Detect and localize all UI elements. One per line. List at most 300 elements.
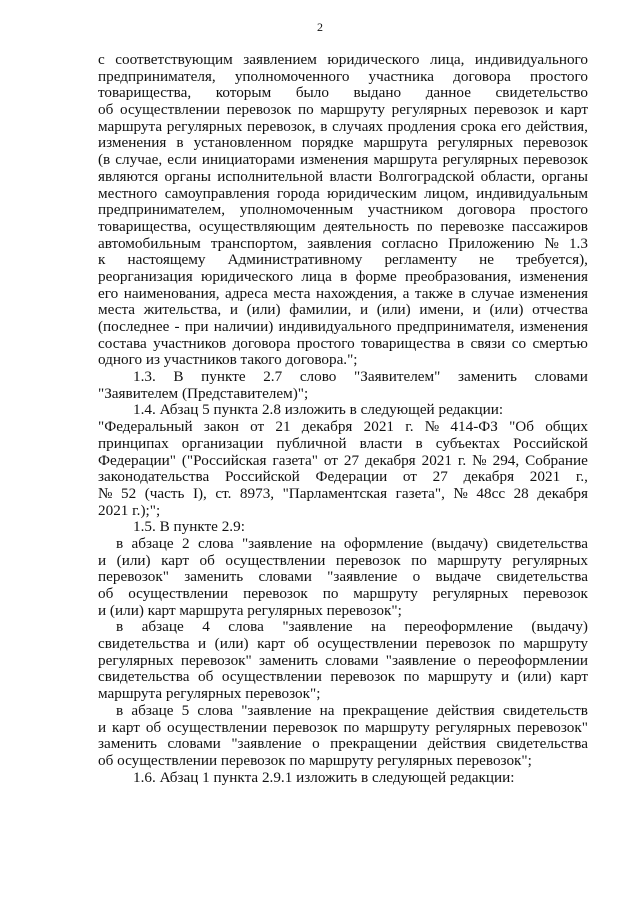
text-line	[98, 169, 588, 186]
word: перевозок	[272, 718, 338, 736]
word: 21	[275, 418, 291, 436]
text-line	[98, 653, 588, 670]
word: случае	[471, 284, 515, 302]
word: состава	[98, 334, 147, 352]
word: если	[167, 151, 197, 169]
word: маршруту	[353, 585, 418, 602]
text-line	[98, 85, 588, 102]
word: наличии)	[213, 318, 274, 335]
word: лица,	[430, 51, 465, 68]
word: изменения	[519, 318, 588, 335]
word: изменения	[519, 284, 588, 302]
word: договора	[453, 67, 511, 85]
word: маршруту	[365, 718, 430, 736]
word: субъектах	[435, 434, 500, 452]
word: со	[511, 334, 527, 352]
word: на	[371, 618, 386, 636]
text-line: 1.4. Абзац 5 пункта 2.8 изложить в следующей редакции:	[133, 401, 504, 419]
text-line	[98, 636, 588, 653]
text-line: маршрута регулярных перевозок";	[98, 685, 321, 703]
word: перевозок	[473, 101, 539, 119]
word: прекращение	[342, 701, 429, 719]
word: в	[458, 284, 466, 302]
word: действия,	[525, 117, 588, 135]
word: декабря	[537, 484, 588, 502]
text-line: 2021 г.);";	[98, 501, 161, 519]
word: уполномоченным	[239, 201, 354, 219]
word: на	[319, 701, 335, 719]
word: и	[98, 551, 107, 569]
word: и	[359, 301, 369, 319]
text-line	[98, 736, 588, 753]
word: "заявление	[282, 618, 353, 636]
word: заявлением	[243, 51, 317, 68]
word: простого	[530, 201, 588, 219]
word: 8973,	[239, 484, 275, 502]
word: абзаце	[131, 701, 174, 719]
word: юридического	[327, 51, 420, 68]
word: о	[463, 651, 471, 669]
word: (или)	[376, 301, 411, 319]
word: оформление	[343, 534, 424, 552]
word: (часть	[144, 484, 185, 502]
text-line	[98, 102, 588, 119]
word: перевозок	[523, 134, 588, 152]
word: ст.	[215, 484, 232, 502]
word: инициаторами	[201, 151, 295, 169]
word: предпринимателя,	[396, 318, 515, 335]
word: пункте	[201, 368, 246, 386]
word: (выдачу)	[431, 534, 489, 552]
word: слова	[228, 618, 264, 636]
word: №	[98, 484, 113, 502]
word: лица	[301, 267, 332, 285]
word: власти	[359, 434, 403, 452]
word: индивидуального	[278, 318, 392, 335]
word: перевозок"	[180, 651, 252, 669]
word: а	[402, 284, 410, 302]
word: данное	[425, 84, 471, 102]
word: законодательства	[98, 468, 210, 486]
word: товарищества	[361, 334, 451, 352]
word: свидетельства	[496, 568, 588, 586]
word: органы	[164, 167, 211, 185]
word: города	[277, 184, 320, 202]
word: с	[98, 51, 105, 68]
word: декабря	[364, 451, 416, 469]
word: наименования,	[123, 284, 220, 302]
word: (или)	[116, 551, 151, 569]
word: осуществлении	[128, 585, 229, 602]
word: прекращении	[330, 735, 418, 753]
text-line	[98, 119, 588, 136]
word: и	[500, 668, 510, 686]
word: перевозок	[243, 585, 308, 602]
word: места	[273, 284, 311, 302]
word: Российской	[224, 468, 300, 486]
word: в	[116, 618, 124, 636]
word: договора	[232, 334, 291, 352]
word: регулярных	[166, 117, 243, 135]
text-line	[98, 202, 588, 219]
word: в	[456, 334, 465, 352]
word: декабря	[301, 418, 353, 436]
word: слова	[197, 701, 234, 719]
word: (выдачу)	[531, 618, 588, 636]
text-line: 1.5. В пункте 2.9:	[133, 518, 245, 536]
word: маршруту	[437, 551, 502, 569]
word: газета"	[272, 451, 318, 469]
word: изменения	[300, 151, 369, 169]
word: "Парламентская	[282, 484, 388, 502]
word: абзаце	[141, 618, 184, 636]
word: В	[173, 368, 184, 386]
text-line	[98, 419, 588, 436]
word: товарищества,	[98, 217, 192, 235]
word: исполнительной	[217, 167, 324, 185]
word: Административному	[227, 251, 363, 269]
word: 5	[181, 701, 190, 719]
word: предпринимателя,	[98, 67, 216, 85]
word: "Заявителем"	[354, 368, 441, 386]
text-line	[98, 152, 588, 169]
word: Российской	[513, 434, 588, 452]
word: "заявление	[327, 568, 398, 586]
word: 294,	[492, 451, 520, 469]
word: имени,	[419, 301, 464, 319]
word: словами	[325, 651, 379, 669]
word: перевозок	[523, 585, 588, 602]
word: от	[402, 468, 417, 486]
word: абзаце	[131, 534, 174, 552]
word: от	[323, 451, 338, 469]
word: об	[199, 551, 215, 569]
word: маршруту	[427, 668, 493, 686]
word: в	[340, 267, 348, 285]
word: регулярных	[512, 551, 588, 569]
word: пассажиров	[511, 217, 588, 235]
word: общих	[545, 418, 588, 436]
word: г.	[457, 451, 467, 469]
word: перевозок,	[247, 117, 316, 135]
word: смертью	[532, 334, 588, 352]
word: осуществлении	[167, 718, 267, 736]
word: по	[322, 585, 339, 602]
word: словами	[167, 735, 221, 753]
word: организации	[181, 434, 264, 452]
word: также	[414, 284, 453, 302]
word: транспортом,	[210, 234, 298, 252]
word: в	[320, 117, 328, 135]
word: Волгоградской	[378, 167, 475, 185]
word: 27	[432, 468, 448, 486]
word: власти	[329, 167, 373, 185]
word: (или)	[214, 635, 249, 653]
word: уполномоченного	[234, 67, 350, 85]
text-line	[98, 52, 588, 69]
word: 28	[513, 484, 529, 502]
word: требуется),	[516, 251, 588, 269]
word: 27	[343, 451, 360, 469]
word: закон	[203, 418, 239, 436]
text-line	[98, 252, 588, 269]
text-line	[98, 536, 588, 553]
word: перевозок	[330, 668, 396, 686]
word: Собрание	[525, 451, 588, 469]
word: переоформление	[404, 618, 513, 636]
word: публичной	[276, 434, 347, 452]
word: заменить	[98, 735, 157, 753]
word: связи	[470, 334, 506, 352]
word: 2021	[421, 451, 452, 469]
word: регулярных	[442, 151, 519, 169]
word: предпринимателем,	[98, 201, 226, 219]
text-line: "Заявителем (Представителем)";	[98, 384, 309, 402]
text-line	[98, 586, 588, 603]
word: его	[500, 117, 522, 135]
word: к	[98, 251, 106, 269]
word: карт	[560, 101, 588, 119]
word: №	[544, 234, 559, 252]
word: свидетельство	[495, 84, 588, 102]
word: о	[412, 568, 421, 586]
word: в	[176, 134, 184, 152]
word: жительства,	[143, 301, 222, 319]
text-line: и (или) карт маршрута регулярных перевозок";	[98, 601, 402, 619]
word: карт	[161, 551, 190, 569]
word: 1.3	[568, 234, 588, 252]
word: Приложению	[448, 234, 535, 252]
word: и	[545, 101, 554, 119]
word: об	[293, 635, 309, 653]
word: (или)	[489, 301, 524, 319]
text-line	[98, 69, 588, 86]
word: регламенту	[384, 251, 458, 269]
word: самоуправления	[164, 184, 270, 202]
word: настоящему	[127, 251, 206, 269]
word: 414-ФЗ	[450, 418, 498, 436]
word: участников	[153, 334, 227, 352]
word: Федерации"	[98, 451, 176, 469]
word: по	[403, 668, 420, 686]
word: маршрута	[373, 151, 438, 169]
word: о	[312, 735, 320, 753]
word: "заявление	[385, 651, 456, 669]
word: от	[250, 418, 265, 436]
word: 2021	[363, 418, 394, 436]
word: маршруту	[523, 635, 588, 653]
word: №	[453, 484, 468, 502]
word: изменения	[98, 134, 167, 152]
text-line	[98, 669, 588, 686]
word: фамилии,	[289, 301, 352, 319]
word: 52	[121, 484, 137, 502]
word: по	[343, 718, 360, 736]
word: адреса	[225, 284, 268, 302]
word: в	[116, 701, 124, 719]
word: г.	[405, 418, 414, 436]
word: регулярных	[391, 101, 468, 119]
word: по	[411, 551, 427, 569]
word: карт	[112, 718, 140, 736]
word: участника	[368, 67, 435, 85]
word: перевозок	[523, 151, 588, 169]
word: установленном	[193, 134, 292, 152]
text-line: об осуществлении перевозок по маршруту регулярных перевозок";	[98, 751, 532, 769]
word: простого	[296, 334, 355, 352]
document-body	[98, 52, 588, 786]
word: Федерации	[315, 468, 388, 486]
text-line	[98, 436, 588, 453]
word: декабря	[463, 468, 515, 486]
word: при	[184, 318, 209, 335]
word: "заявление	[241, 534, 313, 552]
word: словами	[534, 368, 588, 386]
word: отчества	[532, 301, 588, 319]
word: договора	[457, 201, 516, 219]
word: юридического	[200, 267, 294, 285]
text-line	[98, 720, 588, 737]
word: осуществлении	[225, 551, 326, 569]
word: заменить	[259, 651, 318, 669]
word: г.,	[575, 468, 588, 486]
word: об	[98, 585, 114, 602]
word: об	[145, 718, 162, 736]
word: было	[295, 84, 329, 102]
word: заявления	[307, 234, 372, 252]
word: -	[174, 318, 180, 335]
word: словами	[258, 568, 312, 586]
text-line	[98, 219, 588, 236]
word: местного	[98, 184, 158, 202]
text-line	[98, 269, 588, 286]
word: перевозок	[226, 101, 292, 119]
word: 1.3.	[133, 368, 156, 386]
word: перевозке	[440, 217, 504, 235]
word: нахождения,	[315, 284, 398, 302]
page-number: 2	[317, 20, 323, 34]
word: изменения	[519, 267, 588, 285]
word: которым	[215, 84, 272, 102]
word: и	[198, 635, 207, 653]
word: ("Российская	[181, 451, 267, 469]
word: карт	[257, 635, 286, 653]
word: и	[229, 301, 238, 319]
word: (или)	[517, 668, 552, 686]
word: случаях	[332, 117, 383, 135]
word: в	[116, 534, 124, 552]
word: 2021	[529, 468, 561, 486]
word: 48сс	[476, 484, 506, 502]
word: (последнее	[98, 318, 170, 335]
text-line	[98, 236, 588, 253]
word: соответствующим	[115, 51, 233, 68]
text-line	[98, 469, 588, 486]
word: на	[320, 534, 336, 552]
word: действия	[427, 735, 486, 753]
word: маршрута	[98, 117, 163, 135]
word: не	[479, 251, 495, 269]
word: перевозок"	[98, 568, 169, 586]
word: выдаче	[435, 568, 482, 586]
word: "Федеральный	[98, 418, 193, 436]
word: газета",	[395, 484, 445, 502]
word: осуществляющим	[198, 217, 316, 235]
text-line	[98, 319, 588, 336]
text-line	[98, 186, 588, 203]
word: переоформлении	[478, 651, 588, 669]
word: заменить	[184, 568, 244, 586]
word: (или)	[246, 301, 281, 319]
word: об	[98, 101, 114, 119]
word: свидетельства	[496, 534, 588, 552]
word: "заявление	[241, 701, 312, 719]
text-line: 1.6. Абзац 1 пункта 2.9.1 изложить в следующей редакции:	[133, 768, 515, 786]
word: свидетельства	[98, 668, 190, 686]
word: по	[499, 635, 515, 653]
word: осуществлении	[317, 635, 418, 653]
word: в	[415, 434, 423, 452]
word: его	[98, 284, 119, 302]
text-line	[98, 619, 588, 636]
word: случае,	[115, 151, 163, 169]
word: заменить	[457, 368, 517, 386]
word: регулярных	[437, 134, 514, 152]
word: реорганизация	[98, 267, 193, 285]
text-line	[98, 135, 588, 152]
word: срока	[460, 117, 497, 135]
word: свидетельства	[496, 735, 588, 753]
word: участником	[367, 201, 443, 219]
text-line: одного из участников такого договора.";	[98, 351, 358, 369]
text-line	[98, 369, 588, 386]
word: перевозок	[335, 551, 401, 569]
word: перевозок	[425, 635, 491, 653]
word: слова	[197, 534, 234, 552]
word: осуществлении	[119, 101, 220, 119]
word: продления	[387, 117, 456, 135]
word: органы	[541, 167, 588, 185]
word: индивидуального	[474, 51, 588, 68]
text-line	[98, 569, 588, 586]
word: товарищества,	[98, 84, 192, 102]
word: по	[416, 217, 433, 235]
word: №	[472, 451, 487, 469]
text-line	[98, 553, 588, 570]
word: выдано	[353, 84, 402, 102]
word: являются	[98, 167, 159, 185]
word: маршрута	[363, 134, 428, 152]
word: №	[424, 418, 440, 436]
word: "заявление	[231, 735, 302, 753]
word: согласно	[381, 234, 439, 252]
word: осуществлении	[221, 668, 322, 686]
word: I),	[192, 484, 207, 502]
word: 2.7	[263, 368, 283, 386]
text-line	[98, 453, 588, 470]
text-line	[98, 486, 588, 503]
word: 2	[182, 534, 190, 552]
text-line	[98, 336, 588, 353]
word: по	[298, 101, 314, 119]
word: маршруту	[320, 101, 385, 119]
word: юридическим	[327, 184, 417, 202]
text-line	[98, 302, 588, 319]
word: индивидуальным	[476, 184, 588, 202]
word: области,	[480, 167, 536, 185]
word: (в	[98, 151, 111, 169]
text-line	[98, 703, 588, 720]
